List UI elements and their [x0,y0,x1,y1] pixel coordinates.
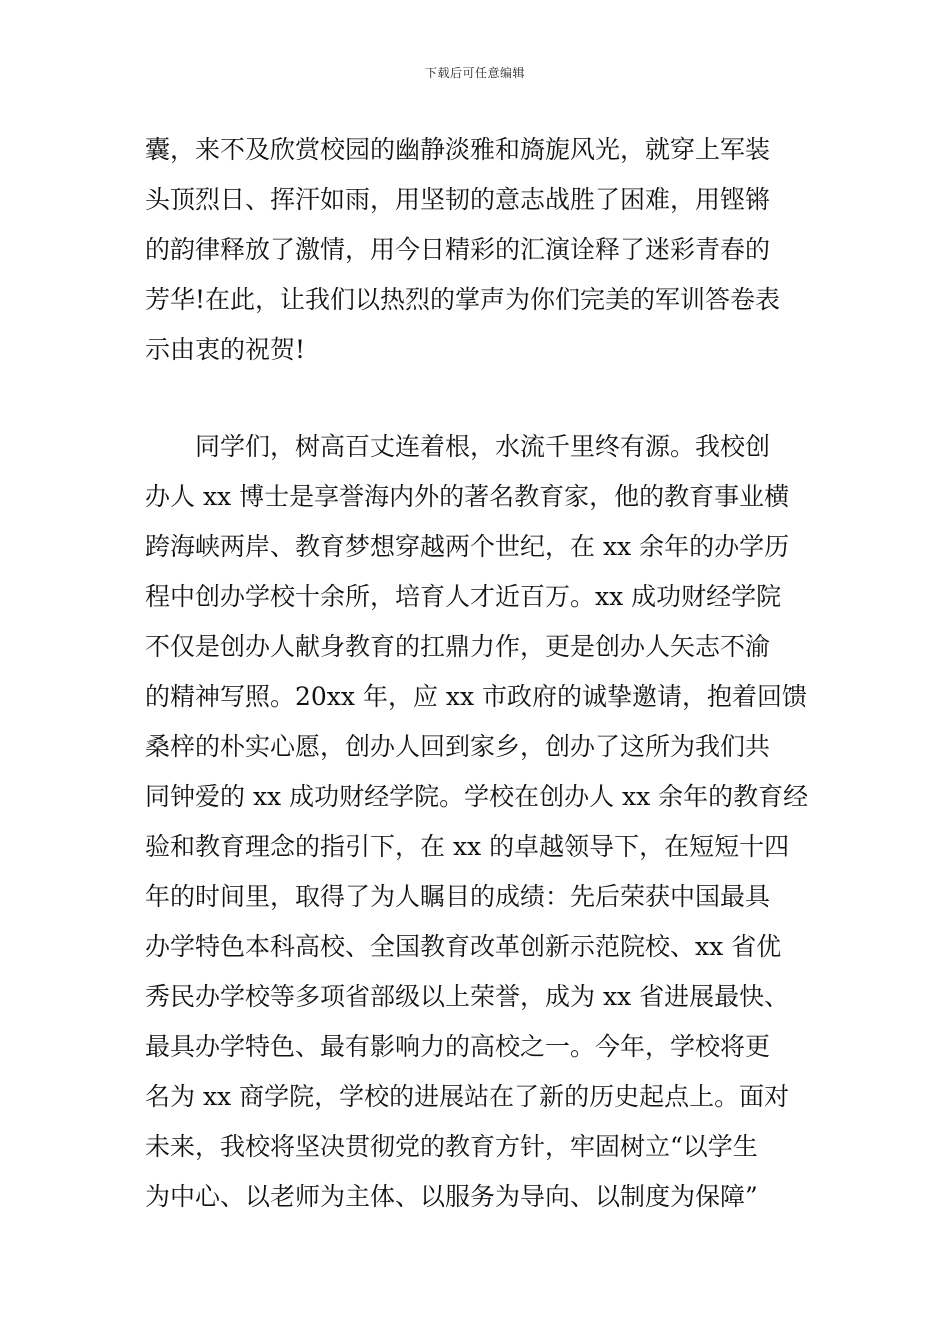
text-line: 秀民办学校等多项省部级以上荣誉，成为 xx 省进展最快、 [145,982,790,1011]
text-line: 程中创办学校十余所，培育人才近百万。xx 成功财经学院 [145,582,782,611]
text-line: 办学特色本科高校、全国教育改革创新示范院校、xx 省优 [145,932,782,961]
text-line: 芳华!在此，让我们以热烈的掌声为你们完美的军训答卷表 [145,285,781,314]
text-line: 跨海峡两岸、教育梦想穿越两个世纪，在 xx 余年的办学历 [145,532,790,561]
text-line: 不仅是创办人献身教育的扛鼎力作，更是创办人矢志不渝 [145,632,771,661]
page-header: 下载后可任意编辑 [424,66,525,80]
text-line: 囊，来不及欣赏校园的幽静淡雅和旖旎风光，就穿上军装 [145,135,771,164]
text-line: 的精神写照。20xx 年，应 xx 市政府的诚挚邀请，抱着回馈 [145,682,808,711]
text-line: 示由衷的祝贺! [145,335,306,364]
text-line: 名为 xx 商学院，学校的进展站在了新的历史起点上。面对 [145,1082,790,1111]
text-line: 头顶烈日、挥汗如雨，用坚韧的意志战胜了困难，用铿锵 [145,185,771,214]
text-line: 同学们，树高百丈连着根，水流千里终有源。我校创 [145,432,771,461]
text-line: 为中心、以老师为主体、以服务为导向、以制度为保障” [145,1182,758,1211]
text-line: 验和教育理念的指引下，在 xx 的卓越领导下，在短短十四 [145,832,790,861]
text-line: 办人 xx 博士是享誉海内外的著名教育家，他的教育事业横 [145,482,790,511]
text-line: 的韵律释放了激情，用今日精彩的汇演诠释了迷彩青春的 [145,235,771,264]
text-line: 桑梓的朴实心愿，创办人回到家乡，创办了这所为我们共 [145,732,771,761]
text-line: 同钟爱的 xx 成功财经学院。学校在创办人 xx 余年的教育经 [145,782,809,811]
text-line: 未来，我校将坚决贯彻党的教育方针，牢固树立“以学生 [145,1132,758,1161]
text-line: 最具办学特色、最有影响力的高校之一。今年，学校将更 [145,1032,771,1061]
text-line: 年的时间里，取得了为人瞩目的成绩：先后荣获中国最具 [145,882,771,911]
